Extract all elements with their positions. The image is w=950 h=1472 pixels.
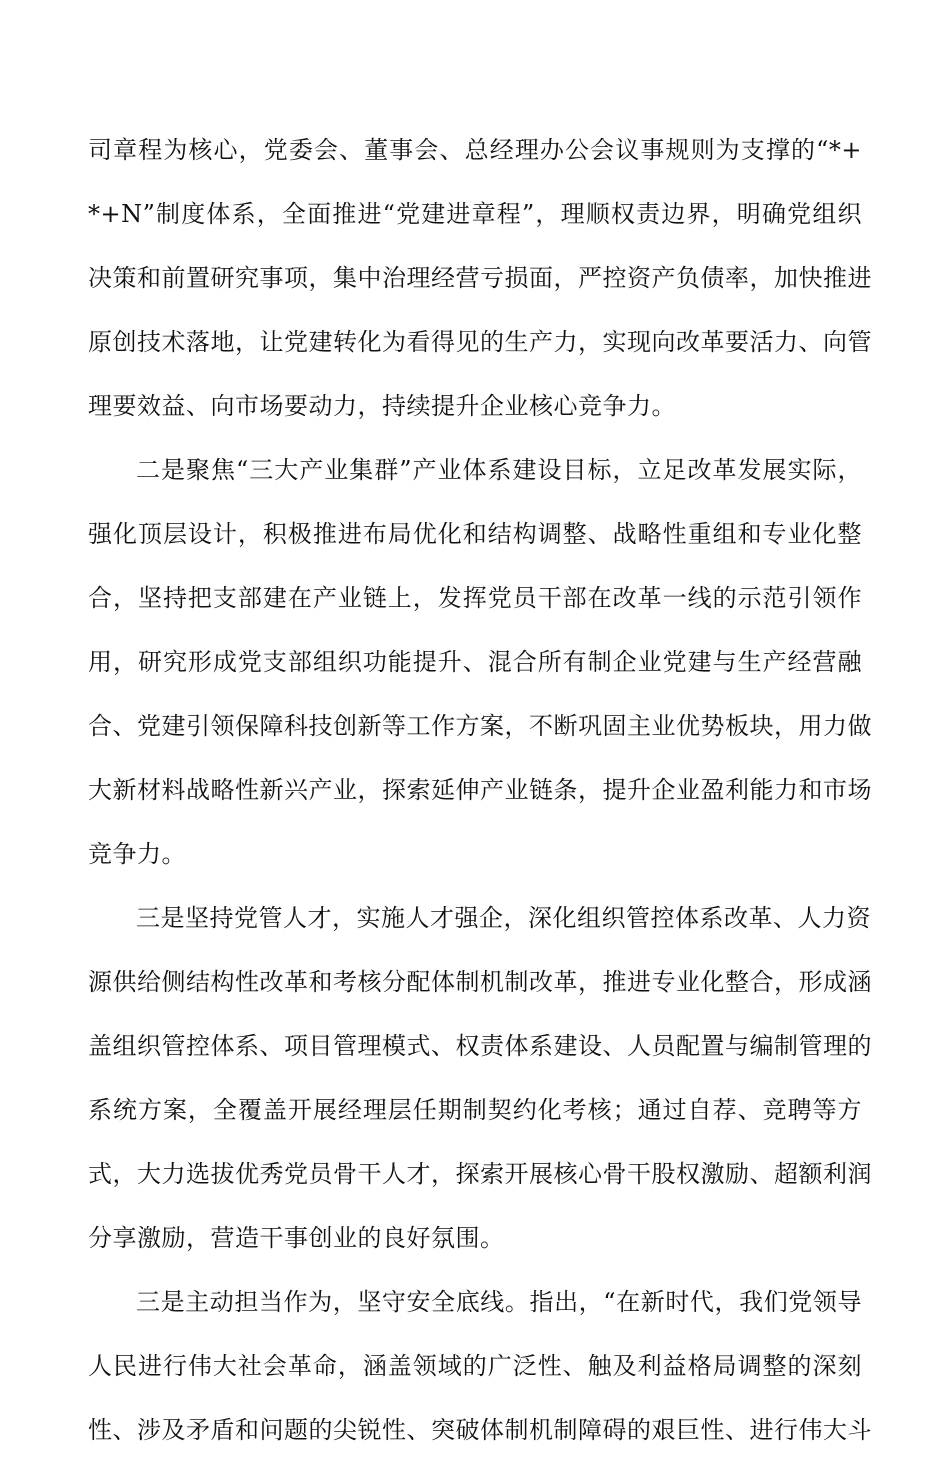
text-line: *+N”制度体系，全面推进“党建进章程”，理顺权责边界，明确党组织: [88, 200, 862, 228]
text-line: 系统方案，全覆盖开展经理层任期制契约化考核；通过自荐、竞聘等方: [88, 1096, 862, 1124]
text-line: 三是坚持党管人才，实施人才强企，深化组织管控体系改革、人力资: [136, 904, 871, 932]
paragraph-2: [88, 448, 872, 876]
text-line: 大新材料战略性新兴产业，探索延伸产业链条，提升企业盈利能力和市场: [88, 776, 872, 804]
text-line: 二是聚焦“三大产业集群”产业体系建设目标，立足改革发展实际，: [136, 456, 862, 484]
text-line: 合、党建引领保障科技创新等工作方案，不断巩固主业优势板块，用力做: [88, 712, 872, 740]
text-line: 理要效益、向市场要动力，持续提升企业核心竞争力。: [88, 392, 676, 420]
text-line: 合，坚持把支部建在产业链上，发挥党员干部在改革一线的示范引领作: [88, 584, 862, 612]
text-line: 决策和前置研究事项，集中治理经营亏损面，严控资产负债率，加快推进: [88, 264, 872, 292]
text-line: 盖组织管控体系、项目管理模式、权责体系建设、人员配置与编制管理的: [88, 1032, 872, 1060]
text-line: 人民进行伟大社会革命，涵盖领域的广泛性、触及利益格局调整的深刻: [88, 1352, 862, 1380]
text-line: 三是主动担当作为，坚守安全底线。指出，“在新时代，我们党领导: [136, 1288, 862, 1316]
paragraph-3: [88, 896, 872, 1260]
paragraph-4: [88, 1280, 872, 1452]
text-line: 分享激励，营造干事创业的良好氛围。: [88, 1224, 505, 1252]
text-line: 司章程为核心，党委会、董事会、总经理办公会议事规则为支撑的“*+: [88, 136, 862, 164]
text-line: 式，大力选拔优秀党员骨干人才，探索开展核心骨干股权激励、超额利润: [88, 1160, 872, 1188]
text-line: 原创技术落地，让党建转化为看得见的生产力，实现向改革要活力、向管: [88, 328, 872, 356]
text-line: 源供给侧结构性改革和考核分配体制机制改革，推进专业化整合，形成涵: [88, 968, 872, 996]
text-line: 竞争力。: [88, 840, 186, 868]
document-body: [88, 128, 872, 1472]
text-line: 用，研究形成党支部组织功能提升、混合所有制企业党建与生产经营融: [88, 648, 862, 676]
text-line: 强化顶层设计，积极推进布局优化和结构调整、战略性重组和专业化整: [88, 520, 862, 548]
paragraph-1: [88, 128, 872, 428]
text-line: 性、涉及矛盾和问题的尖锐性、突破体制机制障碍的艰巨性、进行伟大斗: [88, 1416, 872, 1444]
